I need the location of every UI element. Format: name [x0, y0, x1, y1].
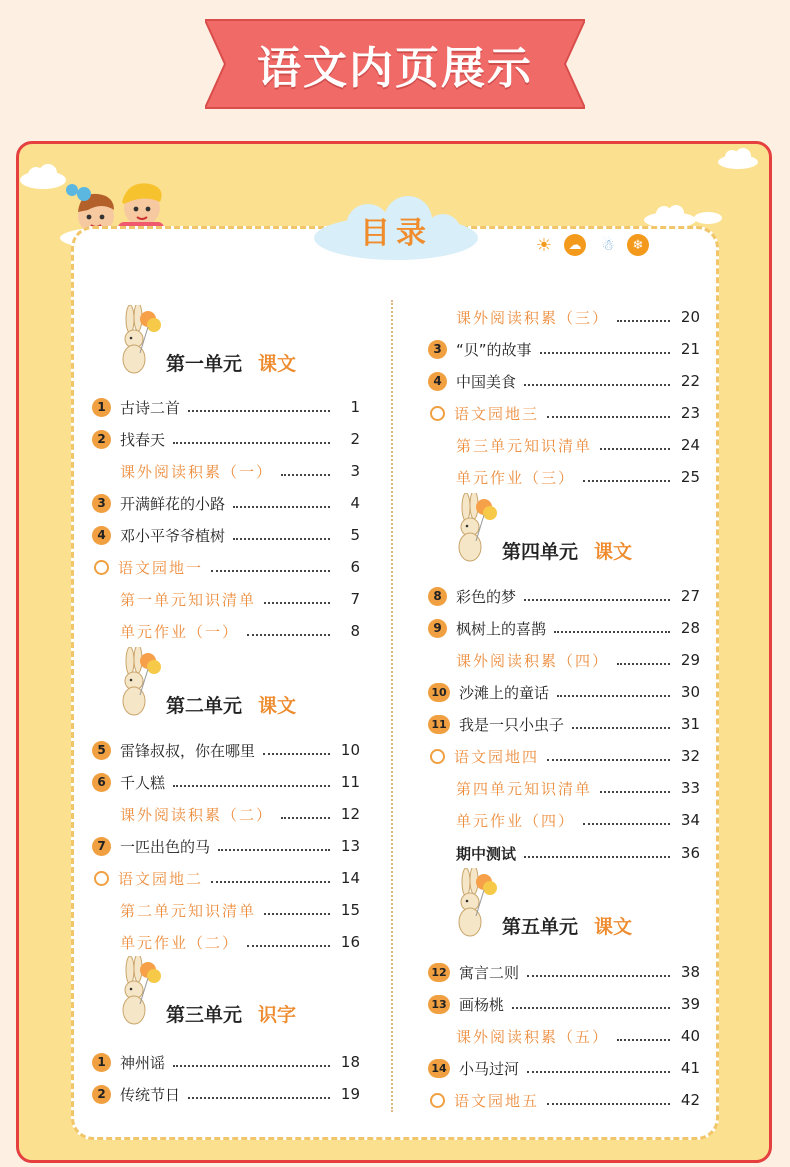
entry-title: 枫树上的喜鹊 [456, 619, 547, 638]
entry-title: 课外阅读积累（三） [456, 308, 610, 327]
entry-title: 第四单元知识清单 [456, 779, 593, 798]
leader-dots [547, 1103, 670, 1105]
leader-dots [218, 849, 330, 851]
toc-entry[interactable] [428, 306, 700, 328]
toc-entry[interactable] [428, 434, 700, 456]
page-number: 40 [680, 1027, 700, 1045]
leader-dots [264, 913, 330, 915]
page-number: 32 [680, 747, 700, 765]
leader-dots [617, 320, 670, 322]
leader-dots [547, 416, 670, 418]
entry-title: 单元作业（一） [120, 622, 240, 641]
page-number: 25 [680, 468, 700, 486]
leader-dots [263, 753, 330, 755]
toc-entry[interactable] [428, 777, 700, 799]
unit-heading [166, 345, 296, 379]
rabbit-balloon-icon [116, 956, 162, 1026]
unit-name: 第三单元 [166, 1003, 243, 1026]
leader-dots [233, 506, 330, 508]
unit-heading [502, 908, 632, 942]
toc-entry[interactable] [92, 803, 360, 825]
page-number: 34 [680, 811, 700, 829]
toc-entry[interactable] [428, 617, 700, 639]
toc-entry[interactable] [428, 1089, 700, 1111]
page-number: 1 [350, 398, 360, 416]
lesson-number-badge: 2 [92, 430, 111, 449]
lesson-number-badge: 4 [92, 526, 111, 545]
leader-dots [264, 602, 330, 604]
page-number: 14 [340, 869, 360, 887]
lesson-number-badge: 1 [92, 398, 111, 417]
lesson-number-badge: 13 [428, 995, 450, 1014]
leader-dots [247, 945, 330, 947]
unit-name: 第四单元 [502, 540, 579, 563]
leader-dots [211, 881, 330, 883]
leader-dots [211, 570, 330, 572]
toc-entry[interactable] [428, 1025, 700, 1047]
toc-entry[interactable] [92, 1083, 360, 1105]
lesson-number-badge: 11 [428, 715, 450, 734]
page-number: 20 [680, 308, 700, 326]
toc-entry[interactable] [92, 867, 360, 889]
toc-entry[interactable] [428, 809, 700, 831]
toc-entry[interactable] [92, 835, 360, 857]
entry-title: 雷锋叔叔，你在哪里 [120, 741, 256, 760]
leader-dots [173, 785, 330, 787]
entry-title: 中国美食 [456, 372, 517, 391]
toc-entry[interactable] [92, 771, 360, 793]
page-number: 10 [340, 741, 360, 759]
toc-entry[interactable] [428, 338, 700, 360]
page-number: 38 [680, 963, 700, 981]
rabbit-balloon-icon [452, 493, 498, 563]
page-number: 36 [680, 844, 700, 862]
toc-entry[interactable] [428, 1057, 700, 1079]
toc-entry[interactable] [92, 931, 360, 953]
page-number: 29 [680, 651, 700, 669]
page-number: 13 [340, 837, 360, 855]
entry-title: 语文园地五 [454, 1091, 540, 1110]
page-number: 30 [680, 683, 700, 701]
toc-entry[interactable] [92, 1051, 360, 1073]
page-number: 23 [680, 404, 700, 422]
toc-entry[interactable] [92, 460, 360, 482]
page-number: 41 [680, 1059, 700, 1077]
unit-type: 课文 [258, 694, 297, 717]
rabbit-balloon-icon [116, 305, 162, 375]
page-number: 18 [340, 1053, 360, 1071]
page-number: 6 [350, 558, 360, 576]
leader-dots [572, 727, 670, 729]
toc-entry[interactable] [428, 713, 700, 735]
page-number: 28 [680, 619, 700, 637]
toc-entry[interactable] [92, 492, 360, 514]
entry-title: 单元作业（二） [120, 933, 240, 952]
toc-entry[interactable] [428, 842, 700, 864]
page-number: 24 [680, 436, 700, 454]
page-number: 8 [350, 622, 360, 640]
rabbit-balloon-icon [116, 647, 162, 717]
leader-dots [173, 442, 330, 444]
lesson-number-badge: 10 [428, 683, 450, 702]
entry-title: 找春天 [120, 430, 166, 449]
leader-dots [524, 384, 670, 386]
unit-name: 第二单元 [166, 694, 243, 717]
lesson-number-badge: 6 [92, 773, 111, 792]
leader-dots [524, 599, 670, 601]
unit-heading [502, 533, 632, 567]
toc-entry[interactable] [428, 961, 700, 983]
entry-title: 小马过河 [459, 1059, 520, 1078]
toc-entry[interactable] [92, 396, 360, 418]
entry-title: 一匹出色的马 [120, 837, 211, 856]
page-number: 19 [340, 1085, 360, 1103]
page-number: 42 [680, 1091, 700, 1109]
page-number: 12 [340, 805, 360, 823]
page-number: 33 [680, 779, 700, 797]
page-number: 7 [350, 590, 360, 608]
entry-title: 单元作业（四） [456, 811, 576, 830]
leader-dots [524, 856, 670, 858]
entry-title: 彩色的梦 [456, 587, 517, 606]
page-number: 16 [340, 933, 360, 951]
cloud-icon [716, 146, 760, 170]
lesson-number-badge: 3 [428, 340, 447, 359]
unit-type: 课文 [594, 540, 633, 563]
leader-dots [540, 352, 670, 354]
entry-title: 第二单元知识清单 [120, 901, 257, 920]
leader-dots [247, 634, 330, 636]
entry-title: 课外阅读积累（二） [120, 805, 274, 824]
toc-entry[interactable] [92, 588, 360, 610]
entry-title: 第一单元知识清单 [120, 590, 257, 609]
toc-entry[interactable] [428, 402, 700, 424]
entry-title: 沙滩上的童话 [459, 683, 550, 702]
page-number: 27 [680, 587, 700, 605]
lesson-number-badge: 8 [428, 587, 447, 606]
snowflake-icon: ❄ [627, 234, 649, 256]
page-number: 2 [350, 430, 360, 448]
toc-entry[interactable] [428, 681, 700, 703]
unit-type: 课文 [594, 915, 633, 938]
sun-icon: ☀ [535, 234, 553, 256]
lesson-number-badge: 5 [92, 741, 111, 760]
unit-name: 第一单元 [166, 352, 243, 375]
entry-title: 课外阅读积累（一） [120, 462, 274, 481]
page-number: 21 [680, 340, 700, 358]
leader-dots [188, 410, 330, 412]
unit-name: 第五单元 [502, 915, 579, 938]
toc-entry[interactable] [92, 556, 360, 578]
entry-title: 课外阅读积累（五） [456, 1027, 610, 1046]
leader-dots [554, 631, 670, 633]
leader-dots [512, 1007, 670, 1009]
garden-ring-icon [94, 871, 109, 886]
garden-ring-icon [430, 749, 445, 764]
lesson-number-badge: 1 [92, 1053, 111, 1072]
leader-dots [173, 1065, 330, 1067]
unit-heading [166, 996, 296, 1030]
toc-entry[interactable] [92, 428, 360, 450]
toc-entry[interactable] [428, 993, 700, 1015]
page-number: 15 [340, 901, 360, 919]
entry-title: 画杨桃 [459, 995, 505, 1014]
toc-entry[interactable] [92, 739, 360, 761]
entry-title: 语文园地三 [454, 404, 540, 423]
toc-entry[interactable] [428, 466, 700, 488]
toc-title: 目录 [360, 216, 432, 251]
banner-title: 语文内页展示 [257, 43, 533, 94]
leader-dots [617, 1039, 670, 1041]
page-number: 22 [680, 372, 700, 390]
lesson-number-badge: 7 [92, 837, 111, 856]
leader-dots [600, 791, 670, 793]
leader-dots [600, 448, 670, 450]
entry-title: 语文园地二 [118, 869, 204, 888]
unit-type: 课文 [258, 352, 297, 375]
toc-entry[interactable] [428, 370, 700, 392]
toc-entry[interactable] [428, 745, 700, 767]
leader-dots [188, 1097, 330, 1099]
leader-dots [583, 823, 670, 825]
unit-type: 识字 [258, 1003, 297, 1026]
page-number: 4 [350, 494, 360, 512]
toc-entry[interactable] [428, 585, 700, 607]
entry-title: 单元作业（三） [456, 468, 576, 487]
leader-dots [233, 538, 330, 540]
entry-title: 千人糕 [120, 773, 166, 792]
leader-dots [281, 474, 330, 476]
lesson-number-badge: 2 [92, 1085, 111, 1104]
page-number: 11 [340, 773, 360, 791]
toc-entry[interactable] [92, 620, 360, 642]
entry-title: 传统节日 [120, 1085, 181, 1104]
entry-title: 第三单元知识清单 [456, 436, 593, 455]
leader-dots [583, 480, 670, 482]
unit-heading [166, 687, 296, 721]
entry-title: 课外阅读积累（四） [456, 651, 610, 670]
toc-entry[interactable] [92, 899, 360, 921]
column-divider [391, 300, 393, 1112]
garden-ring-icon [94, 560, 109, 575]
leader-dots [527, 1071, 670, 1073]
entry-title: 我是一只小虫子 [459, 715, 565, 734]
entry-title: 邓小平爷爷植树 [120, 526, 226, 545]
page-number: 3 [350, 462, 360, 480]
lesson-number-badge: 4 [428, 372, 447, 391]
leader-dots [617, 663, 670, 665]
lesson-number-badge: 9 [428, 619, 447, 638]
entry-title: 古诗二首 [120, 398, 181, 417]
garden-ring-icon [430, 1093, 445, 1108]
leader-dots [281, 817, 330, 819]
page-number: 39 [680, 995, 700, 1013]
leader-dots [547, 759, 670, 761]
cloud-sun-icon: ☁ [564, 234, 586, 256]
lesson-number-badge: 3 [92, 494, 111, 513]
snow-cloud-icon: ☃ [601, 236, 615, 254]
entry-title: 期中测试 [456, 844, 517, 863]
entry-title: 寓言二则 [459, 963, 520, 982]
entry-title: 开满鲜花的小路 [120, 494, 226, 513]
entry-title: 神州谣 [120, 1053, 166, 1072]
page-number: 31 [680, 715, 700, 733]
entry-title: 语文园地四 [454, 747, 540, 766]
lesson-number-badge: 12 [428, 963, 450, 982]
leader-dots [557, 695, 670, 697]
entry-title: 语文园地一 [118, 558, 204, 577]
leader-dots [527, 975, 670, 977]
title-banner [205, 14, 585, 110]
toc-entry[interactable] [428, 649, 700, 671]
entry-title: “贝”的故事 [456, 340, 532, 359]
page-number: 5 [350, 526, 360, 544]
lesson-number-badge: 14 [428, 1059, 450, 1078]
garden-ring-icon [430, 406, 445, 421]
toc-entry[interactable] [92, 524, 360, 546]
rabbit-balloon-icon [452, 868, 498, 938]
